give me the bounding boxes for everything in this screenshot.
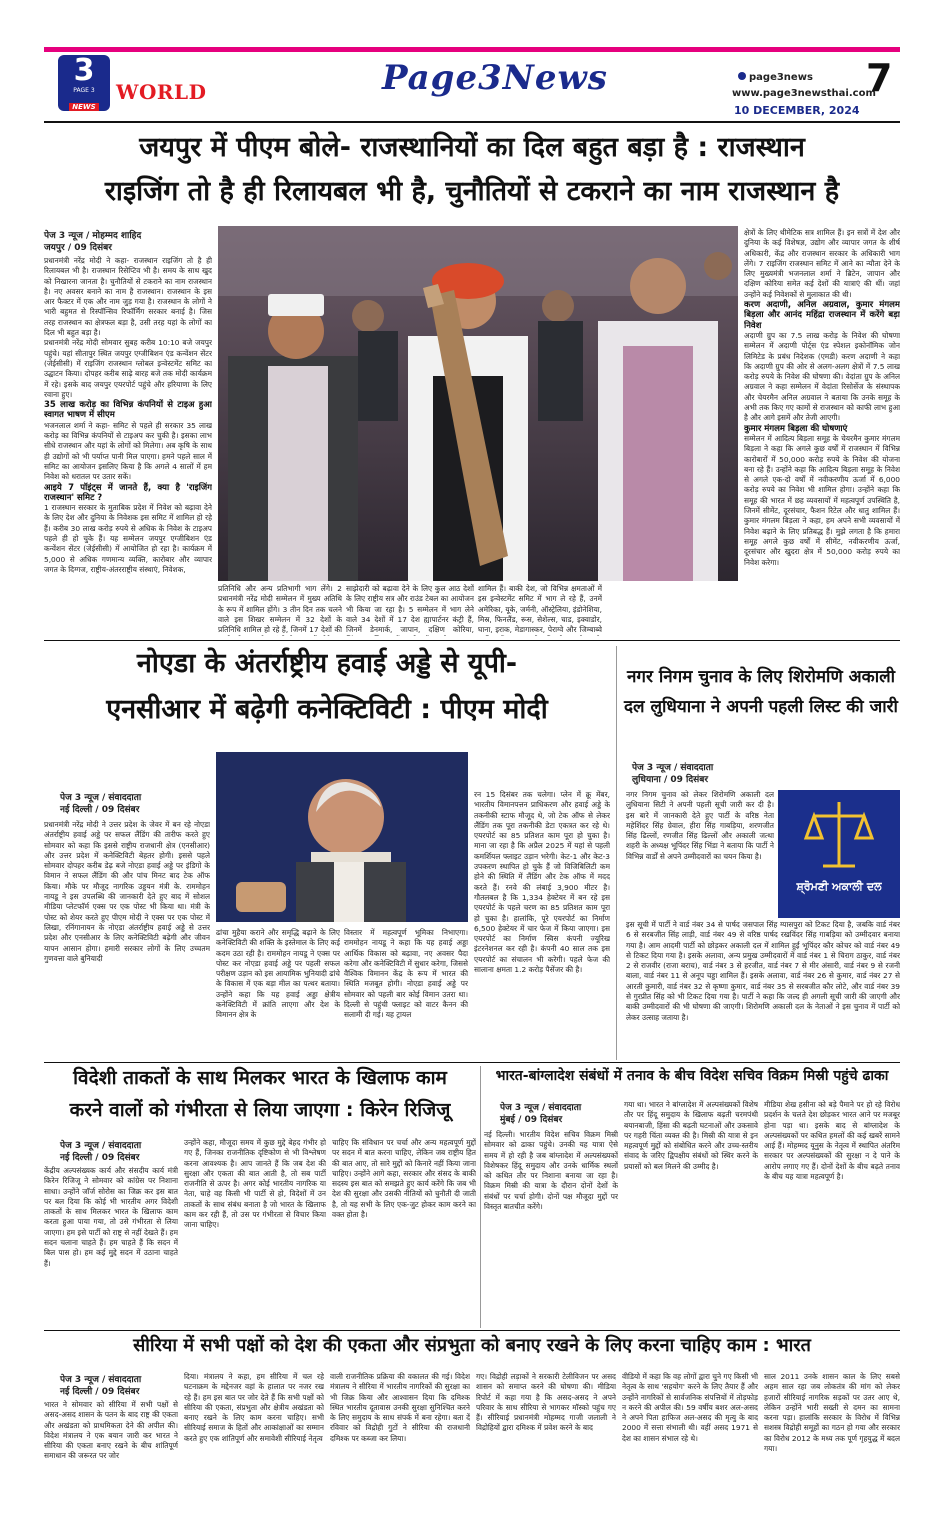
social-handle-text: page3news bbox=[749, 72, 813, 83]
story2-column-3: विस्तार में महत्वपूर्ण भूमिका निभाएगा। राममोहन नायडू ने कहा कि यह हवाई अड्डा आर्थिक विकास को बढ़ावा, नए अवसर पैदा करेगा और कनेक्टिविटी में सुधार करेगा, जिससे वैश्विक विमानन केंद्र के रूप में भारत की स्थिति मजबूत होगी। नोएडा हवाई अड्डे पर सोमवार को पहली बार कोई विमान उतरा था। दिल्ली से पहुंची फ्लाइट को वाटर कैनन की सलामी दी गई। यह ट्रायल bbox=[344, 928, 468, 1020]
masthead-top-stripe bbox=[44, 47, 900, 52]
story1-subhead-4: कुमार मंगलम बिड़ला की घोषणाएं bbox=[744, 423, 848, 434]
column-divider-2 bbox=[480, 1066, 481, 1328]
story1-column-4: शामिल हैं। बाकी देश, जो विभिन्न क्षमताओं में इस इन्वेस्टमेंट समिट में भाग ले रहे हैं, उनमें अमेरिका, यूके, जर्मनी, ऑस्ट्रेलिया, इंडोनेशिया, मिस्र, फिनलैंड, रूस, सेशेल्स, चाड, इक्वाडोर, घाना, इराक, मेडागास्कर, पेराग्वे और जिम्बाब्वे bbox=[478, 584, 602, 635]
story4-headline-line2: करने वालों को गंभीरता से लिया जाएगा : किरेन रिजिजू bbox=[69, 1099, 451, 1121]
story1-column-2: प्रतिनिधि और अन्य प्रतिभागी भाग लेंगे। 2 प्रधानमंत्री नरेंद्र मोदी सम्मेलन में मुख्य अतिथि के रूप में शामिल होंगे। 3 तीन दिन तक चलने वाले इस शिखर सम्मेलन में 32 देशों के प्रतिनिधि शामिल हो रहे हैं, जिनमें 17 देशों की bbox=[218, 584, 342, 635]
story5-headline: भारत-बांग्लादेश संबंधों में तनाव के बीच विदेश सचिव विक्रम मिस्री पहुंचे ढाका bbox=[495, 1068, 889, 1084]
story2-byline: पेज 3 न्यूज / संवाददाता bbox=[60, 793, 142, 803]
story1-column-3: साझेदारी को बढ़ावा देने के लिए कुल आठ देशों के लिए राष्ट्रीय सत्र और राउंड टेबल का आयोजन भी किया जा रहा है। 5 सम्मेलन में भाग लेने वाले 34 देशों में 17 देश ह्यापार्टनर कंट्री हैं, जिनमें डेनमार्क, जापान, दक्षिण कोरिया, bbox=[346, 584, 474, 635]
story6-column-1: भारत ने सोमवार को सीरिया में सभी पक्षों से असद-असद शासन के पतन के बाद राष्ट्र की एकता और अखंडता को प्राथमिकता देने की अपील की। विदेश मंत्रालय ने एक बयान जारी कर भारत ने सीरिया की एकता बनाए रखने के बीच शांतिपूर्ण समाधान की जरूरत पर जोर bbox=[44, 1400, 178, 1461]
story5-column-1: नई दिल्ली। भारतीय विदेश सचिव विक्रम मिस्री सोमवार को ढाका पहुंचे। उनकी यह यात्रा ऐसे समय में हो रही है जब बांग्लादेश में अल्पसंख्यकों विशेषकर हिंदू समुदाय और उनके धार्मिक स्थलों को कथित तौर पर निशाना बनाया जा रहा है। विक्रम मिस्री की यात्रा के दौरान दोनों देशों के संबंधों पर चर्चा होगी। दोनों पक्ष मौजूदा मुद्दों पर विस्तृत बातचीत करेंगे। bbox=[484, 1130, 618, 1212]
section-label: WORLD bbox=[116, 80, 207, 104]
story4-dateline: नई दिल्ली / 09 दिसंबर bbox=[60, 1153, 140, 1163]
story6-column-2: दिया। मंत्रालय ने कहा, हम सीरिया में चल रहे घटनाक्रम के मद्देनजर वहां के हालात पर नजर रख रहे हैं। हम इस बात पर जोर देते हैं कि सभी पक्षों को सीरिया की एकता, संप्रभुता और क्षेत्रीय अखंडता को बनाए रखने के लिए काम करना चाहिए। सभी सीरियाई समाज के हितों और आकांक्षाओं का सम्मान करते हुए एक शांतिपूर्ण और समावेशी सीरियाई नेतृत्व bbox=[184, 1372, 324, 1443]
story1-para-5: क्षेत्रों के लिए थीमेटिक सत्र शामिल हैं। इन सत्रों में देश और दुनिया के कई विशेषज्ञ, उद्योग और व्यापार जगत के शीर्ष अधिकारी, केंद्र और राजस्थान सरकार के अधिकारी भाग लेंगे। 7 राइजिंग राजस्थान समिट में आने का न्यौता देने के लिए मुख्यमंत्री भजनलाल शर्मा ने ब्रिटेन, जापान और दक्षिण कोरिया समेत कई देशों की यात्राएं की थीं। जहां उन्होंने कई निवेशकों से मुलाकात की थी। bbox=[744, 228, 900, 299]
story4-column-1: केंद्रीय अल्पसंख्यक कार्य और संसदीय कार्य मंत्री किरेन रिजिजू ने सोमवार को कांग्रेस पर निशाना साधा। उन्होंने जॉर्ज सोरोस का जिक्र कर इस बात पर बल दिया कि कोई भी भारतीय अगर विदेशी ताकतों के साथ मिलकर भारत के खिलाफ काम करता हुआ पाया गया, तो उसे गंभीरता से लिया जाएगा। हम इसे पार्टी को राष्ट्र से नहीं देखते हैं। हम सदन चलाना चाहते हैं। हम चाहते हैं कि सदन में बिल पास हो। हम कई मुद्दे सदन में उठाना चाहते हैं। bbox=[44, 1166, 178, 1268]
story1-para-2: प्रधानमंत्री नरेंद्र मोदी सोमवार सुबह करीब 10:10 बजे जयपुर पहुंचे। यहां सीतापुर स्थित जयपुर एग्जीबिशन एंड कन्वेंशन सेंटर (जेईसीसी) में राइजिंग राजस्थान ग्लोबल इन्वेस्टमेंट समिट का उद्घाटन किया। दोपहर करीब साढ़े बारह बजे तक मोदी कार्यक्रम में रहे। इसके बाद जयपुर एयरपोर्ट पहुंचे और हरियाणा के लिए रवाना हुए। bbox=[44, 338, 212, 399]
column-divider bbox=[616, 646, 617, 1060]
story1-dateline: जयपुर / 09 दिसंबर bbox=[44, 243, 112, 253]
story3-byline: पेज 3 न्यूज / संवाददाता bbox=[632, 763, 714, 773]
story3-dateline: लुधियाना / 09 दिसंबर bbox=[632, 775, 709, 785]
masthead-rule bbox=[44, 121, 900, 123]
story1-photo bbox=[218, 226, 738, 581]
story2-photo bbox=[216, 752, 468, 922]
page-number: 7 bbox=[866, 56, 893, 100]
story4-headline-line1: विदेशी ताकतों के साथ मिलकर भारत के खिलाफ काम bbox=[73, 1067, 447, 1089]
story6-column-4: गए। विद्रोही लड़ाकों ने सरकारी टेलीविजन पर असद शासन को समाप्त करने की घोषणा की। मीडिया रिपोर्ट में कहा गया है कि असद-असद ने अपने परिवार के साथ सीरिया से भागकर मॉस्को पहुंच गए हैं। सीरियाई प्रधानमंत्री मोहम्मद गाजी जलाली ने विद्रोहियों द्वारा दमिश्क में प्रवेश करने के बाद bbox=[476, 1372, 616, 1433]
story2-column-4: रन 15 दिसंबर तक चलेगा। प्लेन में क्रू मेंबर, भारतीय विमानपत्तन प्राधिकरण और हवाई अड्डे के तकनीकी स्टाफ मौजूद थे, जो टेक ऑफ से लेकर लैंडिंग तक पूरा तकनीकी डेटा एकत्रत कर रहे थे। एयरपोर्ट का 85 प्रतिशत काम पूरा हो चुका है। माना जा रहा है कि अप्रैल 2025 में यहां से पहली कमर्शियल फ्लाइट उड़ान भरेगी। केट-1 और केट-3 उपकरण स्थापित हो चुके हैं जो विजिबिलिटी कम होने की स्थिति में लैंडिंग और टेक ऑफ में मदद करते हैं। रनवे की लंबाई 3,900 मीटर है। गौतलबल है कि 1,334 हेक्टेयर में बन रहे इस एयरपोर्ट के पहले चरण का 85 प्रतिशत काम पूरा हो चुका है। हालांकि, पूरे एयरपोर्ट का निर्माण 6,500 हेक्टेयर में चार फेज में किया जाएगा। इस एयरपोर्ट का निर्माण स्विस कंपनी ज्यूरिख इंटरनेशनल कर रही है। कंपनी 40 साल तक इस एयरपोर्ट का संचालन भी करेगी। पहले फेज की सालाना क्षमता 1.2 करोड़ पैसेंजर की है। bbox=[474, 790, 610, 975]
story2-headline-line1: नोएडा के अंतर्राष्ट्रीय हवाई अड्डे से यूपी- bbox=[136, 648, 518, 679]
story4-byline: पेज 3 न्यूज / संवाददाता bbox=[60, 1141, 142, 1151]
website-url: www.page3newsthai.com bbox=[732, 88, 876, 99]
divider-rule-3 bbox=[44, 1330, 900, 1331]
issue-date: 10 DECEMBER, 2024 bbox=[734, 104, 860, 117]
logo-news-text: NEWS bbox=[69, 103, 98, 111]
story1-column-5 bbox=[744, 228, 900, 620]
logo-small-text: PAGE 3 bbox=[73, 87, 95, 94]
divider-rule bbox=[44, 640, 900, 641]
divider-rule-2 bbox=[44, 1062, 900, 1063]
story1-headline-line2: राइजिंग तो है ही रिलायबल भी है, चुनौतियों से टकराने का नाम राजस्थान है bbox=[104, 176, 840, 207]
story6-byline: पेज 3 न्यूज / संवाददाता bbox=[60, 1375, 142, 1385]
story5-column-3: मीडिया शेख हसीना को बड़े पैमाने पर हो रहे विरोध प्रदर्शन के चलते देश छोड़कर भारत आने पर मजबूर होना पड़ा था। इसके बाद से बांग्लादेश के अल्पसंख्यकों पर कथित हमलों की कई खबरें सामने आई हैं। मोहम्मद यूनुस के नेतृत्व में स्थापित अंतरिम सरकार पर अल्पसंख्यकों की सुरक्षा न दे पाने के आरोप लगाए गए हैं। दोनों देशों के बीच बढ़ते तनाव के बीच यह यात्रा महत्वपूर्ण है। bbox=[764, 1100, 900, 1182]
story5-byline: पेज 3 न्यूज / संवाददाता bbox=[500, 1103, 582, 1113]
story1-para-3: भजनलाल शर्मा ने कहा- समिट से पहले ही सरकार 35 लाख करोड़ का विभिन्न कंपनियों से टाइअप कर चुकी है। इसका लाभ सीधे राजस्थान और यहां के लोगों को मिलेगा। अब कृषि के साथ ही उद्योगों को भी पर्याप्त पानी मिल पाएगा। हमने पहले साल में समिट का आयोजन इसलिए किया है कि अगले 4 सालों में हम निवेश को धरातल पर उतार सकें। bbox=[44, 420, 212, 482]
brand-title: Page3News bbox=[382, 58, 608, 98]
story1-subhead-2: आइये 7 पॉइंट्स में जानते हैं, क्या है 'राइजिंग राजस्थान' समिट ? bbox=[44, 482, 212, 503]
story1-column-1 bbox=[44, 256, 212, 586]
story6-column-6: साल 2011 उनके शासन काल के लिए सबसे अहम साल रहा जब लोकतंत्र की मांग को लेकर हजारों सीरियाई नागरिक सड़कों पर उतर आए थे, लेकिन उन्होंने भारी सख्ती से दमन का सामना करना पड़ा। हालांकि सरकार के विरोध में विभिन्न सशस्त्र विद्रोही समूहों का गठन हो गया और सरकार का विरोध 2012 के मध्य तक पूर्ण गृहयुद्ध में बदल गया। bbox=[764, 1372, 900, 1454]
story5-column-2: गया था। भारत ने बांग्लादेश में अल्पसंख्यकों विशेष तौर पर हिंदू समुदाय के खिलाफ बढ़ती चरमपंथी बयानबाजी, हिंसा की बढ़ती घटनाओं और उकसावे पर गहरी चिंता व्यक्त की है। मिस्री की यात्रा से इन महत्वपूर्ण मुद्दों को संबोधित करने और उच्च-स्तरीय संवाद के जरिए द्विपक्षीय संबंधों को स्थिर करने के प्रयासों को बल मिलने की उम्मीद है। bbox=[624, 1100, 758, 1171]
story1-subhead-1: 35 लाख करोड़ का विभिन्न कंपनियों से टाइअ हुआ स्वागत भाषण में सीएम bbox=[44, 400, 212, 421]
story3-headline-line1: नगर निगम चुनाव के लिए शिरोमणि अकाली bbox=[626, 667, 896, 687]
story5-dateline: मुंबई / 09 दिसंबर bbox=[500, 1115, 563, 1125]
story3-headline-line2: दल लुधियाना ने अपनी पहली लिस्ट की जारी bbox=[624, 697, 898, 717]
story1-para-1: प्रधानमंत्री नरेंद्र मोदी ने कहा- राजस्थान राइजिंग तो है ही रिलायबल भी है। राजस्थान रिसेप्टिव भी है। समय के साथ खुद को निखारना जानता है। चुनौतियों से टकराने का नाम राजस्थान है। नए अवसर बनाने का नाम है राजस्थान। राजस्थान के इस आर फैक्टर में एक और नाम जुड़ गया है। राजस्थान के लोगों ने भारी बहुमत से रिस्पॉन्सिव रिफॉर्मिंग सरकार बनाई है। जिस तरह राजस्थान का क्षेत्रफल बड़ा है, उसी तरह यहां के लोगों का दिल भी बहुत बड़ा है। bbox=[44, 256, 212, 338]
story2-column-2: ढांचा मुहैया कराने और समृद्धि बढ़ाने के लिए कनेक्टिविटी की शक्ति के इस्तेमाल के लिए कई कदम उठा रही है। राममोहन नायडू ने एक्स पर पोस्ट कर नोएडा हवाई अड्डे पर पहली सफल परीक्षण उड़ान को इस आयामिक भुनियादी ढांचे के विकास में एक बड़ा मील का पत्थर बताया। उन्होंने कहा कि यह हवाई अड्डा क्षेत्रीय कनेक्टिविटी में क्रांति लाएगा और देश के विमानन क्षेत्र के bbox=[216, 928, 340, 1020]
social-handle bbox=[738, 72, 813, 83]
story2-headline-line2: एनसीआर में बढ़ेगी कनेक्टिविटी : पीएम मोदी bbox=[106, 694, 548, 725]
story6-column-3: वाली राजनीतिक प्रक्रिया की वकालत की गई। विदेश मंत्रालय ने सीरिया में भारतीय नागरिकों की सुरक्षा का भी जिक्र किया और आश्वासन दिया कि दमिश्क स्थित भारतीय दूतावास उनकी सुरक्षा सुनिश्चित करने के लिए समुदाय के साथ संपर्क में बना रहेगा। बता दें रविवार को विद्रोही गुटों ने सीरिया की राजधानी दमिश्क पर कब्जा कर लिया। bbox=[330, 1372, 470, 1443]
story1-para-4: 1 राजस्थान सरकार के मुताबिक प्रदेश में निवेश को बढ़ावा देने के लिए देश और दुनिया के निवेशक इस समिट में शामिल हो रहे हैं। करीब 30 लाख करोड़ रुपये से अधिक के निवेश के टाइअप पहले ही हो चुके हैं। यह सम्मेलन जयपुर एग्जीबिशन एंड कन्वेंशन सेंटर (जेईसीसी) में आयोजित हो रहा है। कार्यक्रम में 5,000 से अधिक गणमान्य व्यक्ति, कारोबार और व्यापार जगत के दिग्गज, राष्ट्रीय-अंतरराष्ट्रीय संस्थाएं, निवेशक, bbox=[44, 503, 212, 574]
story4-column-2: उन्होंने कहा, मौजूदा समय में कुछ मुद्दे बेहद गंभीर हो गए हैं, जिनका राजनीतिक दृष्टिकोण से भी विश्लेषण करना आवश्यक है। आप जानते हैं कि जब देश की सुरक्षा और एकता की बात आती है, तो सब पार्टी राजनीति से ऊपर है। अगर कोई भारतीय नागरिक या नेता, चाहे वह किसी भी पार्टी से हो, विदेशों में उन ताकतों के साथ संबंध बनाता है जो भारत के खिलाफ काम कर रही हैं, तो उस पर गंभीरता से विचार किया जाना चाहिए। bbox=[184, 1138, 326, 1230]
story6-column-5: वीडियो में कहा कि वह लोगों द्वारा चुने गए किसी भी नेतृत्व के साथ 'सहयोग' करने के लिए तैयार हैं और उन्होंने नागरिकों से सार्वजनिक संपत्तियों में तोड़फोड़ न करने की अपील की। 59 वर्षीय बशर अल-असद ने अपने पिता हाफिज अल-असद की मृत्यु के बाद 2000 में सत्ता संभाली थी। वहीं असद 1971 से देश का शासन संभाल रहे थे। bbox=[622, 1372, 758, 1443]
akali-dal-logo bbox=[778, 790, 900, 918]
story1-para-7: सम्मेलन में आदित्य बिड़ला समूह के चेयरमैन कुमार मंगलम बिड़ला ने कहा कि अगले कुछ वर्षों में राजस्थान में विभिन्न कारोबारों में 50,000 करोड़ रुपये के निवेश की योजना बना रहे हैं। उन्होंने कहा कि आदित्य बिड़ला समूह के निवेश से अगले एक-दो वर्षों में नवीकरणीय ऊर्जा में 6,000 करोड़ रुपये का निवेश भी शामिल होगा। उन्होंने कहा कि समूह की भारत में छह व्यवसायों में महत्वपूर्ण उपस्थिति है, जिनमें सीमेंट, दूरसंचार, फैशन रिटेल और धातु शामिल हैं। कुमार मंगलम बिड़ला ने कहा, हम अपने सभी व्यवसायों में निवेश बढ़ाने के लिए प्रतिबद्ध हैं। मुझे लगता है कि हमारा समूह अगले कुछ वर्षों में सीमेंट, नवीकरणीय ऊर्जा, दूरसंचार और खुदरा क्षेत्र में 50,000 करोड़ रुपये का निवेश करेगा। bbox=[744, 433, 900, 567]
story3-column-1: नगर निगम चुनाव को लेकर शिरोमणि अकाली दल लुधियाना सिटी ने अपनी पहली सूची जारी कर दी है। इस बारे में जानकारी देते हुए पार्टी के वरिष्ठ नेता महेशिंदर सिंह ग्रेवाल, हीरा सिंह गाबड़िया, शरणजीत सिंह ढिल्लों, रणजीत सिंह ढिल्लों और अकाली जत्था शहरी के अध्यक्ष भूपिंदर सिंह भिंडा ने बताया कि पार्टी ने विभिन्न वार्डों से अपने उम्मीदवारों का चयन किया है। bbox=[626, 790, 774, 861]
story1-headline-line1: जयपुर में पीएम बोले- राजस्थानियों का दिल बहुत बड़ा है : राजस्थान bbox=[139, 132, 805, 163]
page3-logo bbox=[58, 55, 110, 111]
logo-number: 3 bbox=[73, 53, 95, 88]
story1-subhead-3: करण अदाणी, अनिल अग्रवाल, कुमार मंगलम बिड़ला और आनंद महिंद्रा राजस्थान में करेंगे बड़ा निवेश bbox=[744, 300, 900, 331]
social-icon bbox=[738, 72, 746, 80]
story2-column-1: प्रधानमंत्री नरेंद्र मोदी ने उत्तर प्रदेश के जेवर में बन रहे नोएडा अंतर्राष्ट्रीय हवाई अड्डे पर सफल लैंडिंग की तारीफ करते हुए सोमवार को कहा कि इससे राष्ट्रीय राजधानी क्षेत्र (एनसीआर) और उत्तर प्रदेश में कनेक्टिविटी बेहतर होगी। इससे पहले सोमवार दोपहर करीब डेढ़ बजे नोएडा हवाई अड्डे पर इंडिगो के विमान ने सफल लैंडिंग की और पांच मिनट बाद टेक ऑफ किया। मौके पर मौजूद नागरिक उड्डयन मंत्री के. राममोहन नायडू ने इस उपलब्धि की जानकारी देते हुए बाद में सोशल मीडिया प्लेटफॉर्म एक्स पर एक पोस्ट भी किया था। मंत्री के पोस्ट को शेयर करते हुए पीएम मोदी ने एक्स पर एक पोस्ट में लिखा, रनिंगानायन के नोएडा अंतर्राष्ट्रीय हवाई अड्डे से उत्तर प्रदेश और एनसीआर के लिए कनेक्टिविटी बढ़ेगी और जीवन यापन आसान होगा। हमारी सरकार लोगों के लिए उच्चतम गुणवत्ता वाले बुनियादी bbox=[44, 820, 210, 963]
story6-dateline: नई दिल्ली / 09 दिसंबर bbox=[60, 1387, 140, 1397]
akali-dal-logo-text: ਸ਼੍ਰੋਮਣੀ ਅਕਾਲੀ ਦਲ bbox=[796, 880, 882, 893]
story2-dateline: नई दिल्ली / 09 दिसंबर bbox=[60, 805, 140, 815]
story1-byline: पेज 3 न्यूज / मोहम्मद शाहिद bbox=[44, 231, 142, 241]
story4-column-3: चाहिए कि संविधान पर चर्चा और अन्य महत्वपूर्ण मुद्दों पर सदन में बात करना चाहिए, लेकिन जब राष्ट्रीय हित की बात आए, तो सारे मुद्दों को किनारे नहीं किया जाना चाहिए। उन्होंने आगे कहा, सरकार और संसद के बाकी सदस्य इस बात को समझते हुए कार्य करेंगे कि जब भी देश की सुरक्षा और उसकी नीतियों को चुनौती दी जाती है, तो यह सभी के लिए एक-जुट होकर काम करने का वक्त होता है। bbox=[332, 1138, 476, 1220]
story3-column-2: इस सूची में पार्टी ने वार्ड नंबर 34 से पार्षद जसपाल सिंह ग्यासपुरा को टिकट दिया है, जबकि वार्ड नंबर 6 से सरबजीत सिंह लाड़ी, वार्ड नंबर 49 से वरिष्ठ पार्षद रखविंदर सिंह गाबड़िया को उम्मीदवार बनाया गया है। आम आदमी पार्टी को छोड़कर अकाली दल में शामिल हुईं भूपिंदर कौर कोचर को वार्ड नंबर 49 से टिकट दिया गया है। इसके अलावा, अन्य प्रमुख उम्मीदवारों में वार्ड नंबर 1 से चिराग ठाकुर, वार्ड नंबर 2 से राजवीर (राजा बराच), वार्ड नंबर 3 से हरजीत, वार्ड नंबर 7 से मीर अंसारी, वार्ड नंबर 9 से रजनी बाला, वार्ड नंबर 11 से अनूप चड्डा शामिल हैं। इसके अलावा, वार्ड नंबर 26 से कुमार, वार्ड नंबर 27 से आरती कुमारी, वार्ड नंबर 32 से कृष्णा कुमार, वार्ड नंबर 35 से सरबजीत कौर लोटे, और वार्ड नंबर 39 से गुरप्रीत सिंह को भी टिकट दिया गया है। पार्टी ने कहा कि जल्द ही अगली सूची जारी की जाएगी और बाकी उम्मीदवारों की भी घोषणा की जाएगी। शिरोमणि अकाली दल के नेताओं ने इस चुनाव में पार्टी को लेकर उत्साह जताया है। bbox=[626, 920, 900, 1022]
story6-headline: सीरिया में सभी पक्षों को देश की एकता और संप्रभुता को बनाए रखने के लिए करना चाहिए काम : भारत bbox=[133, 1335, 811, 1356]
story1-para-6: अदाणी ग्रुप का 7.5 लाख करोड़ के निवेश की घोषणा सम्मेलन में अदाणी पोर्ट्स एंड स्पेशल इकोनॉमिक जोन लिमिटेड के प्रबंध निदेशक (एमडी) करण अदाणी ने कहा कि अदाणी ग्रुप की ओर से अलग-अलग क्षेत्रों में 7.5 लाख करोड़ रुपये के निवेश की घोषणा की। वेदांता ग्रुप के अनिल अग्रवाल ने कहा सम्मेलन में वेदांता रिसोर्सेज के संस्थापक और चेयरमैन अनिल अग्रवाल ने बताया कि उनके समूह के अभी तक किए गए कामों से राजस्थान को काफी लाभ हुआ है और आगे इसमें और तेजी आएगी। bbox=[744, 330, 900, 423]
